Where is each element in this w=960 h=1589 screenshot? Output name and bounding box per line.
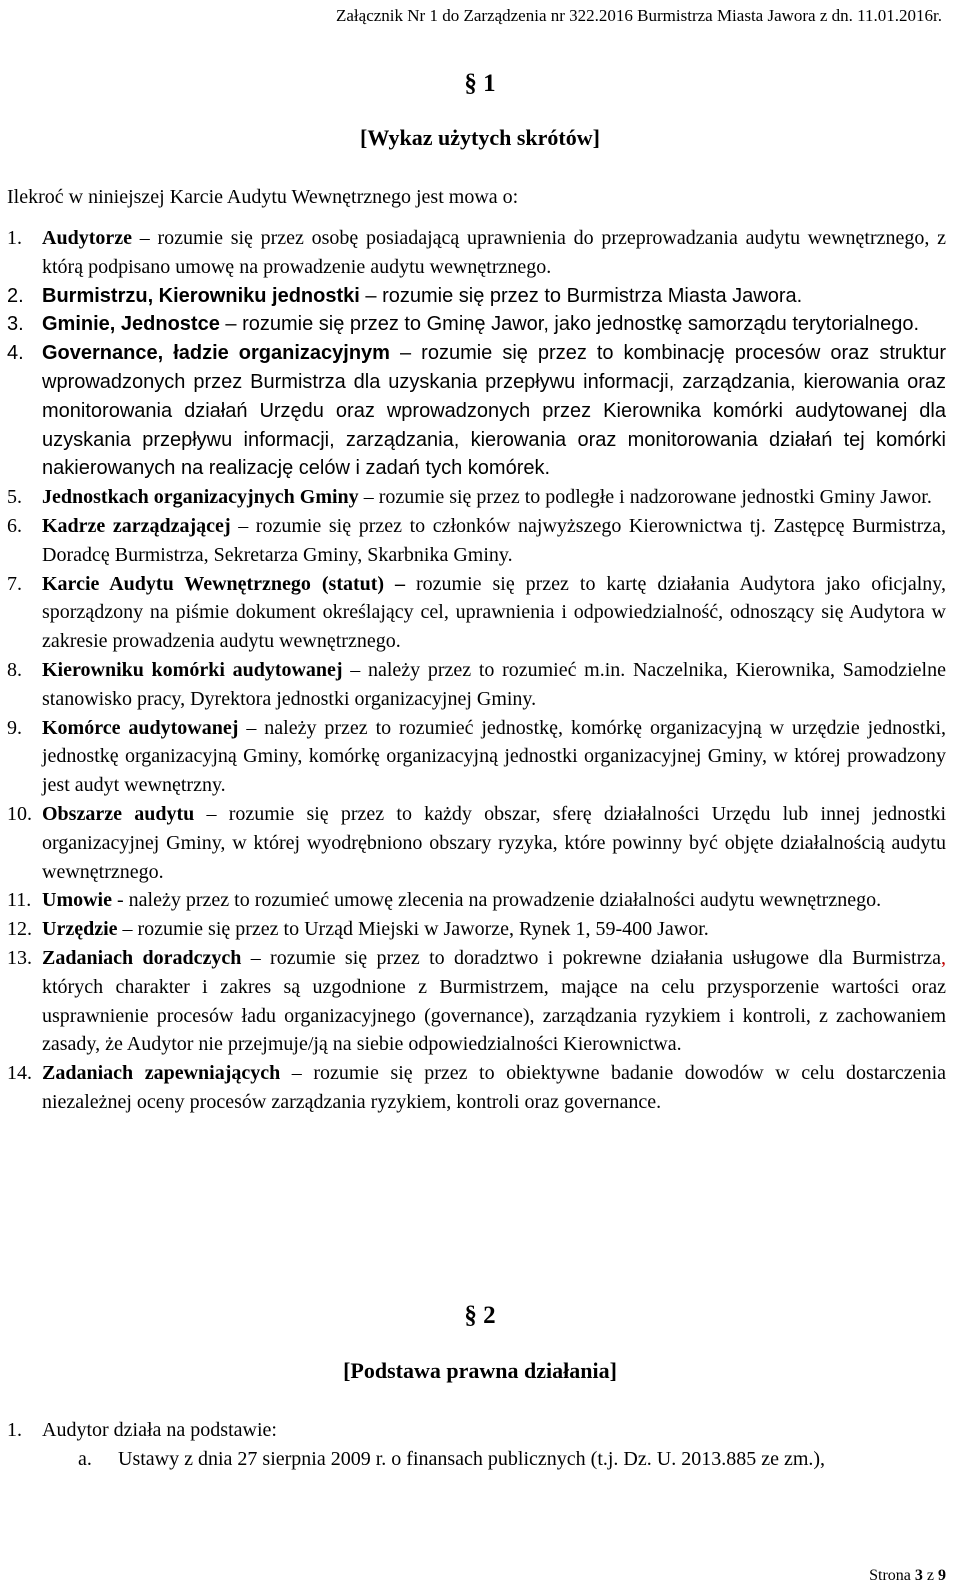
definition-item: 12. Urzędzie – rozumie się przez to Urząd Miejski w Jaworze, Rynek 1, 59-400 Jawor. — [7, 918, 709, 941]
definition-term: Kadrze zarządzającej — [42, 514, 231, 537]
definition-item: 9. Komórce audytowanej – należy przez to rozumieć jednostkę, komórkę organizacyjną w urzędzie jednostki, jednostkę organizacyjną Gminy, komórkę organizacyjną jednostki organizacyjnej Gminy, w której prowadzony jest audyt wewnętrzny. — [7, 716, 947, 797]
page-header: Załącznik Nr 1 do Zarządzenia nr 322.2016 Burmistrza Miasta Jawora z dn. 11.01.2016r. — [336, 6, 942, 25]
section-2-title: [Podstawa prawna działania] — [343, 1358, 617, 1383]
definition-term: Karcie Audytu Wewnętrznego (statut) — [42, 572, 385, 595]
definition-item: 14. Zadaniach zapewniających – rozumie się przez to obiektywne badanie dowodów w celu dostarczenia niezależnej oceny procesów zarządzania ryzykiem, kontroli oraz governance. — [7, 1062, 946, 1113]
definition-item: 7. Karcie Audytu Wewnętrznego (statut) – rozumie się przez to kartę działania Audytora jako oficjalny, sporządzony na piśmie dokument określający cel, uprawnienia i odpowiedzialność, odnoszący się Audytora w zakresie prowadzenia audytu wewnętrznego. — [7, 572, 946, 653]
definition-term: Umowie — [42, 889, 112, 912]
definition-term: Governance, ładzie organizacyjnym — [42, 342, 390, 365]
definition-item: 3. Gminie, Jednostce – rozumie się przez to Gminę Jawor, jako jednostkę samorządu terytorialnego. — [7, 313, 920, 336]
definition-item: 5. Jednostkach organizacyjnych Gminy – rozumie się przez to podległe i nadzorowane jednostki Gminy Jawor. — [7, 486, 932, 509]
definitions-list — [0, 224, 946, 1117]
definition-item: 10. Obszarze audytu – rozumie się przez to każdy obszar, sferę działalności Urzędu lub innej jednostki organizacyjnej Gminy, w której wyodrębniono obszary ryzyka, które powinny być objęte działalnością audytu wewnętrznego. — [7, 802, 947, 883]
definition-item: 13. Zadaniach doradczych – rozumie się przez to doradztwo i pokrewne działania usługowe dla Burmistrza, których charakter i zakres są uzgodnione z Burmistrzem, mające na celu przysporzenie wartości oraz usprawnienie procesów ładu organizacyjnego (governance), zarządzania ryzykiem i kontroli, z zachowaniem zasady, że Audytor nie przejmuje/ją na siebie odpowiedzialności Kierownictwa. — [7, 946, 946, 1056]
definition-term: Burmistrzu, Kierowniku jednostki — [42, 284, 360, 307]
definition-term: Zadaniach doradczych — [42, 946, 242, 969]
section-1-number: § 1 — [464, 70, 496, 97]
definition-term: Urzędzie — [42, 918, 118, 941]
definition-item: 6. Kadrze zarządzającej – rozumie się przez to członków najwyższego Kierownictwa tj. Zastępcę Burmistrza, Doradcę Burmistrza, Sekretarza Gminy, Skarbnika Gminy. — [7, 514, 947, 566]
definition-term: Jednostkach organizacyjnych Gminy — [42, 486, 359, 509]
definition-term: Komórce audytowanej — [42, 716, 239, 739]
definition-term: Audytorze — [42, 227, 132, 249]
legal-basis-subitem: a. Ustawy z dnia 27 sierpnia 2009 r. o finansach publicznych (t.j. Dz. U. 2013.885 ze zm.), — [78, 1447, 826, 1470]
section-1-intro: Ilekroć w niniejszej Karcie Audytu Wewnętrznego jest mowa o: — [7, 186, 519, 208]
definition-item: 1. Audytorze – rozumie się przez osobę posiadającą uprawnienia do przeprowadzania audytu wewnętrznego, z którą podpisano umowę na prowadzenie audytu wewnętrznego. — [7, 227, 947, 278]
section-2-number: § 2 — [464, 1302, 496, 1329]
legal-basis-item: 1. Audytor działa na podstawie: — [7, 1419, 277, 1441]
legal-basis-list — [0, 1416, 946, 1474]
definition-item: 4. Governance, ładzie organizacyjnym – rozumie się przez to kombinację procesów oraz struktur wprowadzonych przez Burmistrza dla uzyskania przepływu informacji, zarządzania, kierowania oraz monitorowania działań Urzędu oraz wprowadzonych przez Kierownika komórki audytowanej dla uzyskania przepływu informacji, zarządzania, kierowania oraz monitorowania działań tej komórki nakierowanych na realizację celów i zadań tych komórek. — [7, 342, 946, 480]
section-1-title: [Wykaz użytych skrótów] — [360, 125, 600, 150]
page-footer: Strona 3 z 9 — [869, 1567, 946, 1584]
definition-item: 2. Burmistrzu, Kierowniku jednostki – rozumie się przez to Burmistrza Miasta Jawora. — [7, 284, 803, 307]
definition-term: Obszarze audytu — [42, 802, 195, 825]
definition-item: 8. Kierowniku komórki audytowanej – należy przez to rozumieć m.in. Naczelnika, Kierownika, Samodzielne stanowisko pracy, Dyrektora jednostki organizacyjnej Gminy. — [7, 658, 946, 710]
definition-term: Gminie, Jednostce — [42, 313, 220, 336]
definition-term: Zadaniach zapewniających — [42, 1062, 281, 1085]
definition-item: 11. Umowie - należy przez to rozumieć umowę zlecenia na prowadzenie działalności audytu wewnętrznego. — [7, 889, 882, 912]
definition-term: Kierowniku komórki audytowanej — [42, 658, 343, 681]
